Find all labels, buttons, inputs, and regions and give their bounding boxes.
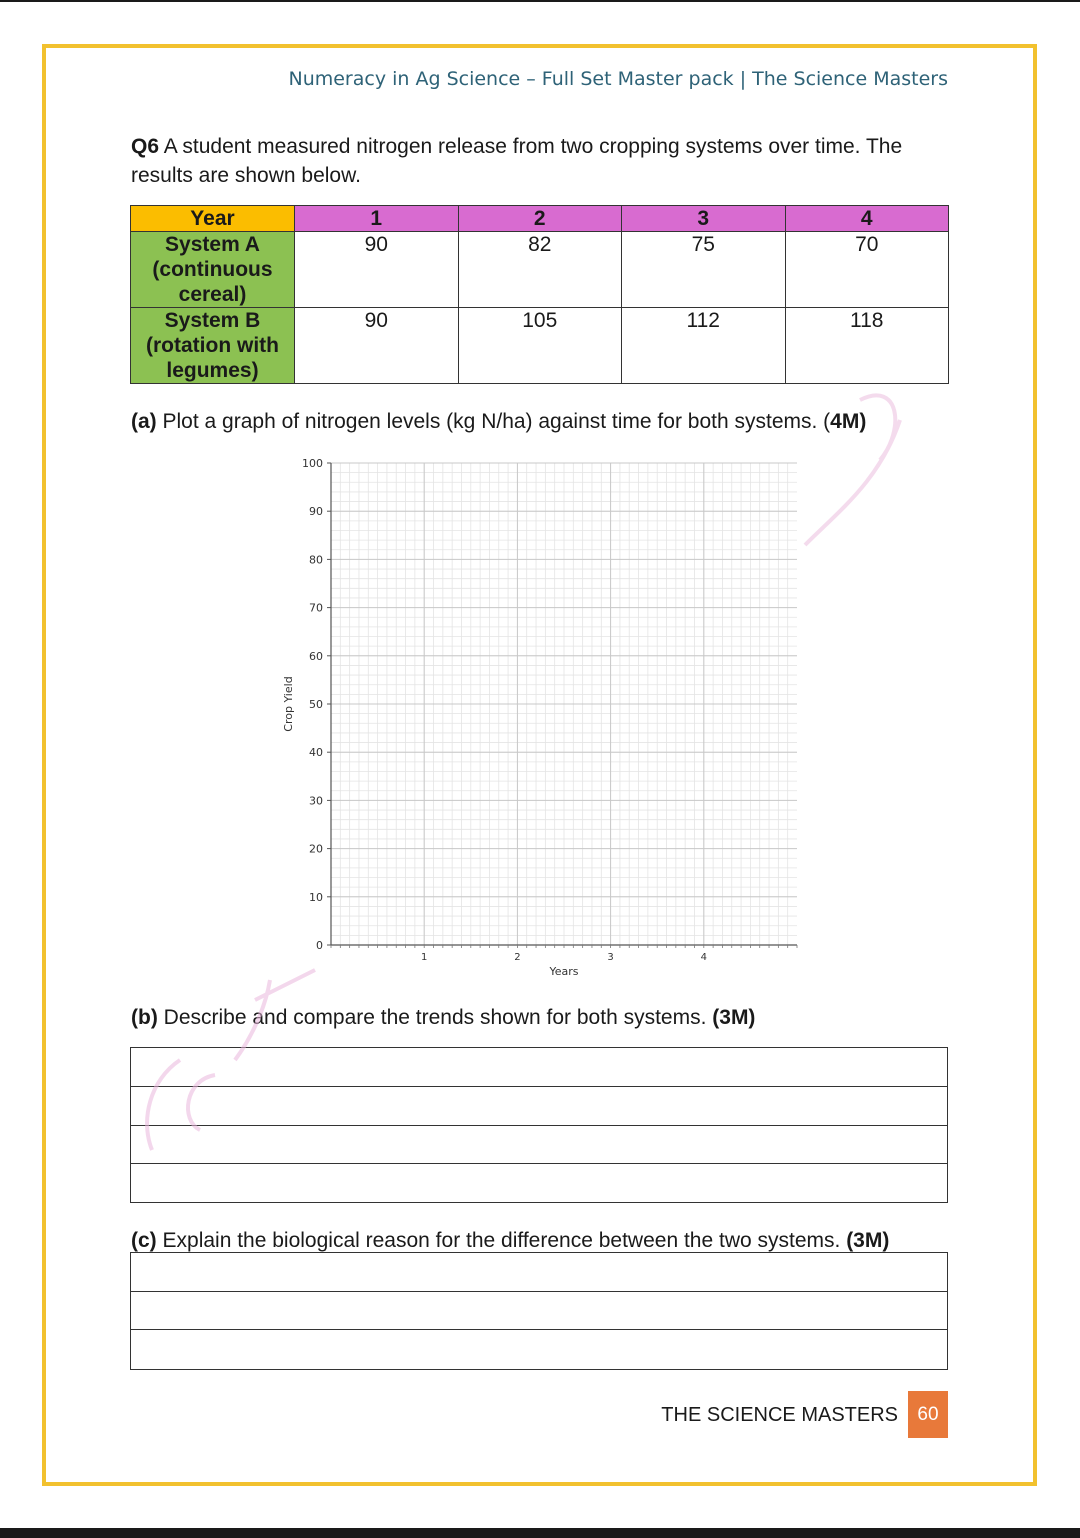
table-header-row bbox=[131, 206, 949, 232]
year-cell: 1 bbox=[295, 206, 459, 232]
year-header-cell: Year bbox=[131, 206, 295, 232]
row-label-line: cereal) bbox=[178, 283, 247, 306]
row-label-line: System B bbox=[164, 309, 261, 332]
y-tick-label: 0 bbox=[316, 939, 323, 952]
part-b-letter: (b) bbox=[131, 1006, 158, 1029]
answer-line[interactable] bbox=[131, 1048, 947, 1087]
x-tick-label: 2 bbox=[514, 952, 521, 963]
top-edge bbox=[0, 0, 1080, 2]
row-label-system-a bbox=[131, 232, 295, 308]
answer-line[interactable] bbox=[131, 1253, 947, 1292]
table-cell: 105 bbox=[458, 308, 622, 384]
table-row-system-a bbox=[131, 232, 949, 308]
data-table bbox=[130, 205, 949, 384]
table-row-system-b bbox=[131, 308, 949, 384]
x-tick-label: 4 bbox=[700, 952, 707, 963]
row-label-line: (continuous bbox=[152, 258, 273, 281]
row-label-line: legumes) bbox=[166, 359, 259, 382]
question-number: Q6 bbox=[131, 135, 160, 158]
y-tick-label: 40 bbox=[309, 746, 323, 760]
y-axis-label: Crop Yield bbox=[282, 676, 295, 732]
y-tick-label: 60 bbox=[309, 649, 323, 663]
footer-brand: THE SCIENCE MASTERS bbox=[661, 1404, 898, 1426]
x-axis-label: Years bbox=[549, 965, 579, 978]
x-tick-label: 3 bbox=[607, 952, 614, 963]
table-cell: 90 bbox=[295, 232, 459, 308]
part-b-text: Describe and compare the trends shown for both systems. bbox=[157, 1006, 713, 1029]
bottom-edge bbox=[0, 1528, 1080, 1538]
row-label-line: System A bbox=[165, 233, 260, 256]
graph-grid[interactable] bbox=[270, 450, 810, 985]
part-a-marks: 4M bbox=[830, 410, 860, 433]
page-number-badge: 60 bbox=[908, 1391, 948, 1438]
y-tick-label: 90 bbox=[309, 505, 323, 519]
answer-line[interactable] bbox=[131, 1126, 947, 1164]
answer-line[interactable] bbox=[131, 1164, 947, 1202]
answer-line[interactable] bbox=[131, 1330, 947, 1369]
table-cell: 75 bbox=[622, 232, 786, 308]
question-text bbox=[131, 132, 949, 190]
answer-line[interactable] bbox=[131, 1292, 947, 1330]
y-tick-label: 20 bbox=[309, 842, 323, 856]
question-body: A student measured nitrogen release from two cropping systems over time. The results are shown below. bbox=[131, 135, 903, 187]
answer-box-b[interactable] bbox=[130, 1047, 948, 1203]
year-cell: 2 bbox=[458, 206, 622, 232]
y-tick-label: 50 bbox=[309, 698, 323, 711]
part-a-text: Plot a graph of nitrogen levels (kg N/ha) against time for both systems. ( bbox=[156, 410, 831, 433]
part-c-text: Explain the biological reason for the difference between the two systems. bbox=[156, 1229, 847, 1252]
y-tick-label: 10 bbox=[309, 890, 323, 904]
y-tick-label: 30 bbox=[309, 794, 323, 808]
page-header: Numeracy in Ag Science – Full Set Master pack | The Science Masters bbox=[288, 68, 948, 90]
part-c-prompt bbox=[131, 1229, 889, 1253]
part-c-marks: (3M) bbox=[846, 1229, 890, 1252]
year-cell: 3 bbox=[622, 206, 786, 232]
part-c-letter: (c) bbox=[131, 1229, 157, 1252]
table-cell: 82 bbox=[458, 232, 622, 308]
part-a-letter: (a) bbox=[131, 410, 157, 433]
row-label-line: (rotation with bbox=[146, 334, 279, 357]
part-b-marks: (3M) bbox=[712, 1006, 756, 1029]
part-b-prompt bbox=[131, 1006, 755, 1030]
row-label-system-b bbox=[131, 308, 295, 384]
part-a-marks-close: ) bbox=[859, 410, 867, 433]
x-tick-label: 1 bbox=[421, 952, 428, 963]
answer-box-c[interactable] bbox=[130, 1252, 948, 1370]
table-cell: 90 bbox=[295, 308, 459, 384]
y-tick-label: 70 bbox=[309, 601, 323, 615]
year-cell: 4 bbox=[785, 206, 949, 232]
table-cell: 118 bbox=[785, 308, 949, 384]
y-tick-label: 80 bbox=[309, 553, 323, 567]
answer-line[interactable] bbox=[131, 1087, 947, 1126]
part-a-prompt bbox=[131, 410, 866, 434]
table-cell: 112 bbox=[622, 308, 786, 384]
y-tick-label: 100 bbox=[302, 457, 323, 470]
table-cell: 70 bbox=[785, 232, 949, 308]
